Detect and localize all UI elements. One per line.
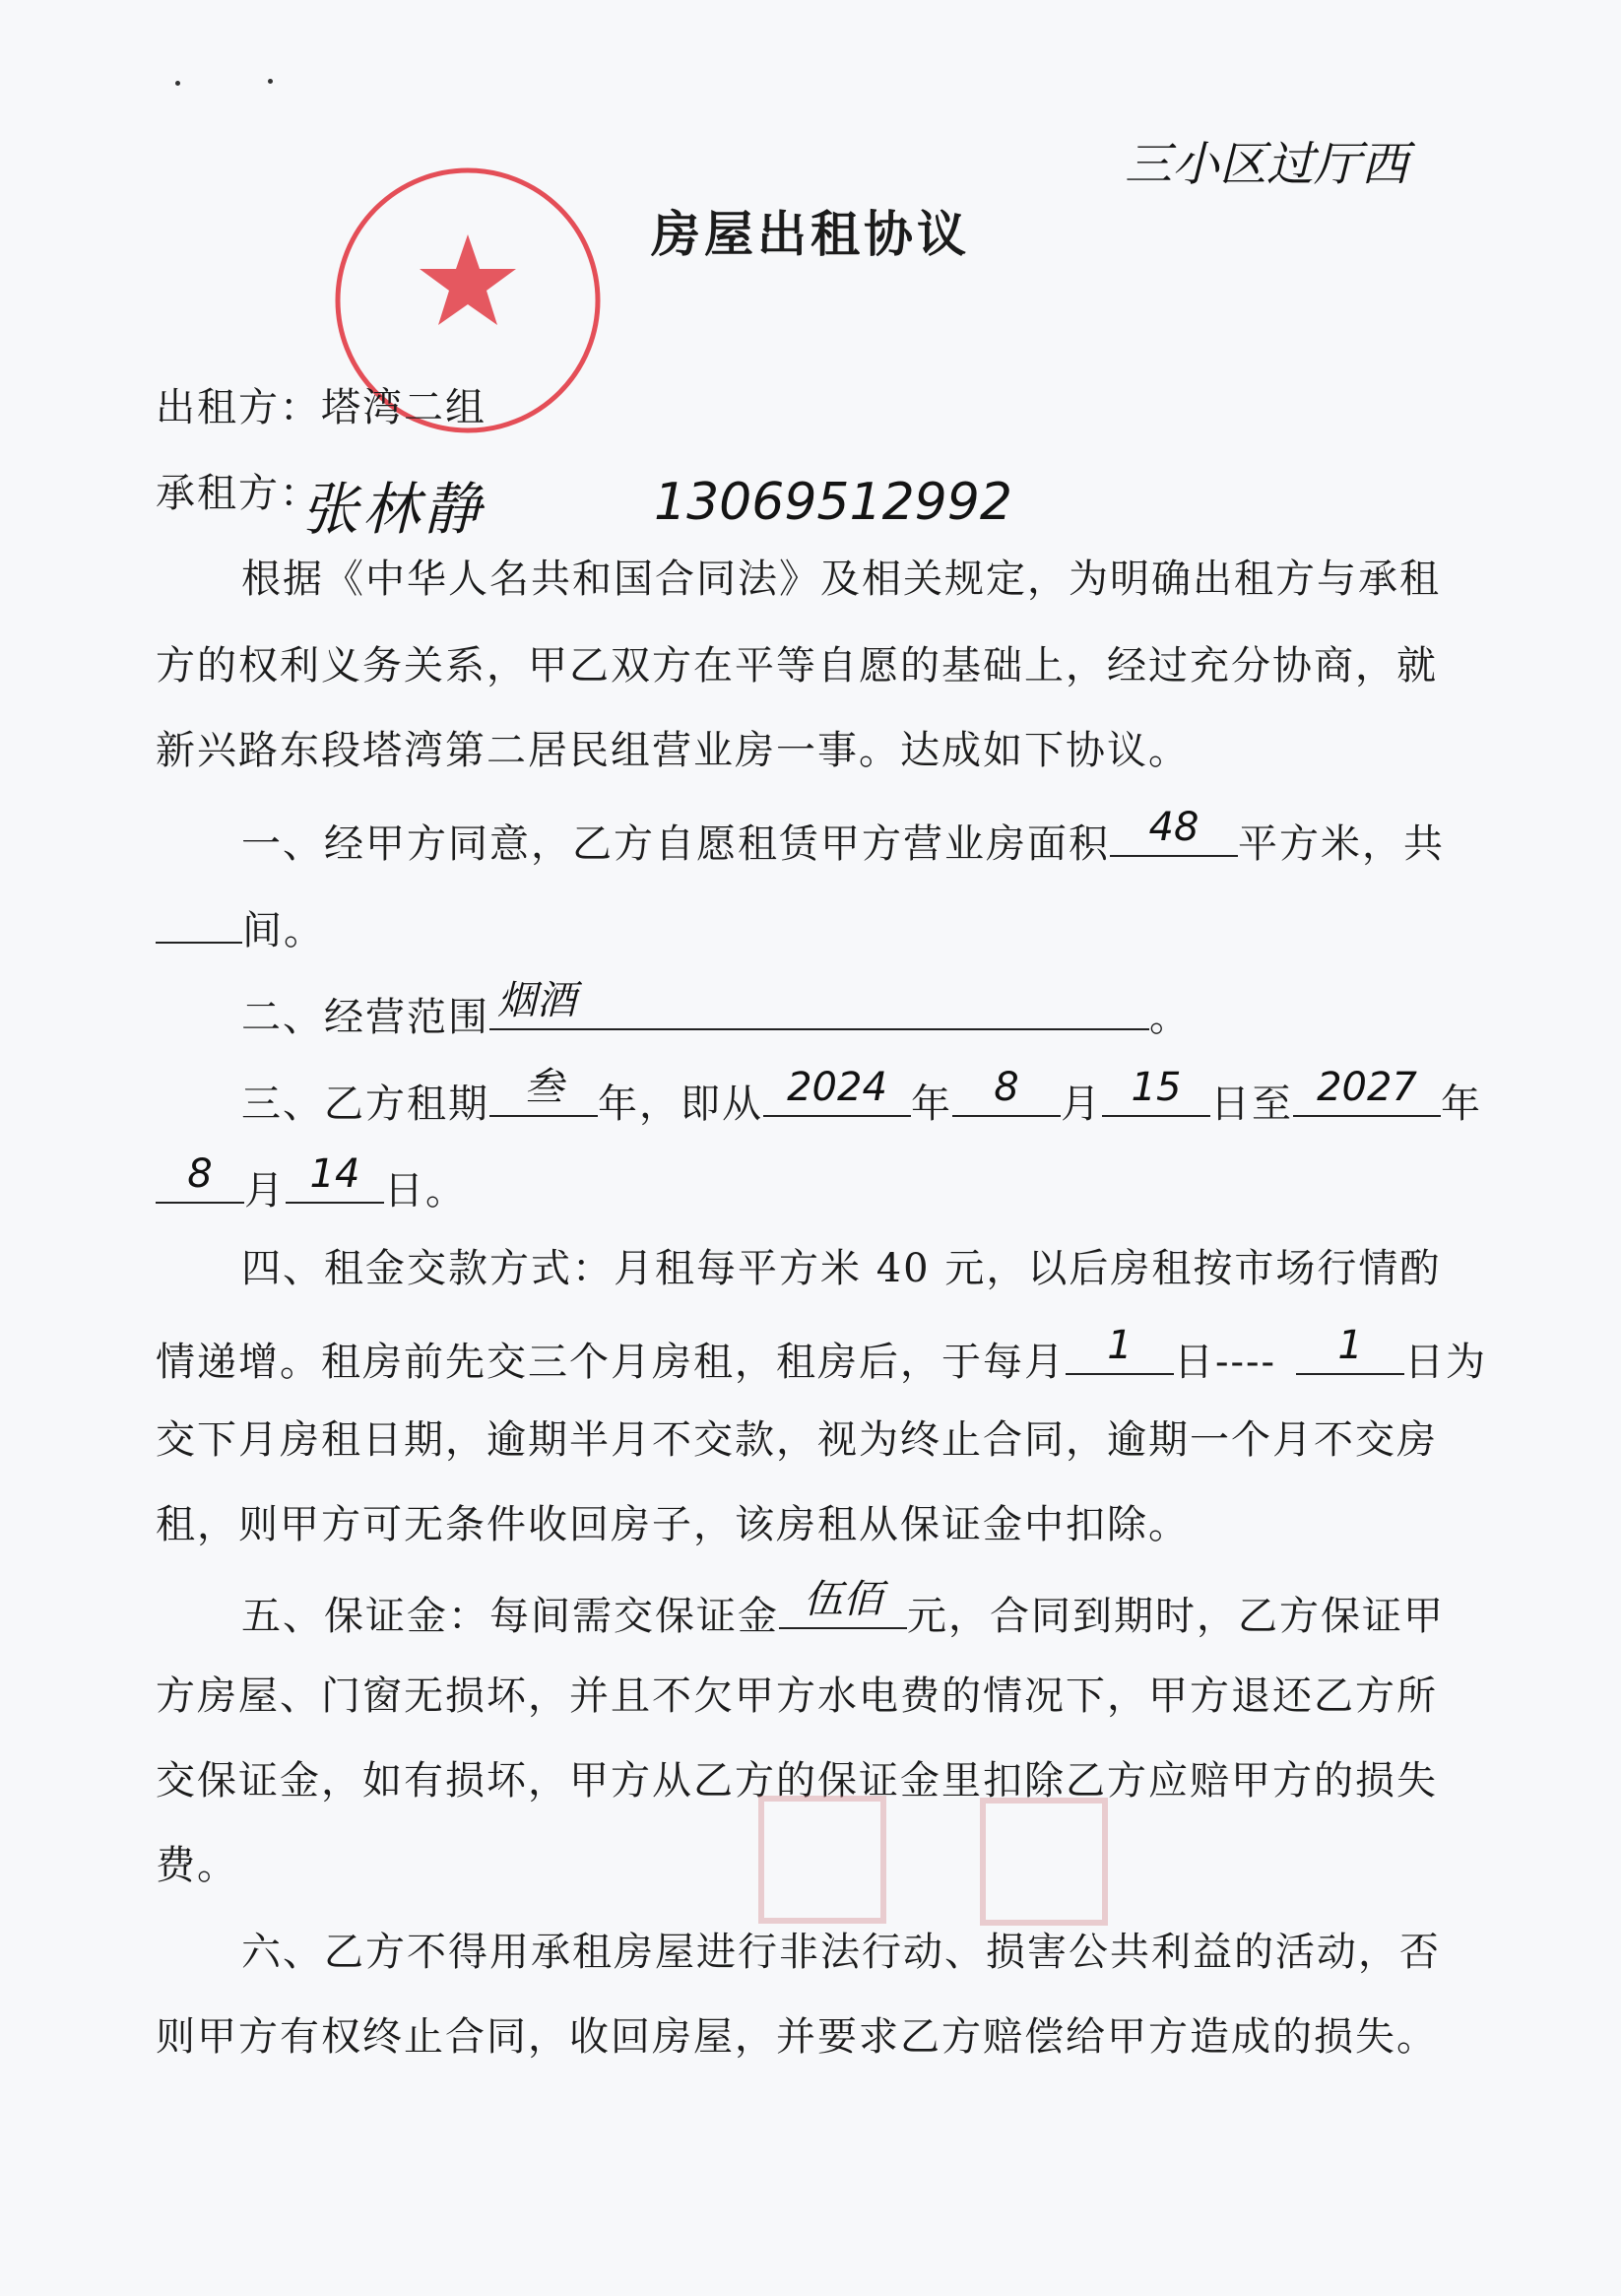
end-day-blank: 14	[286, 1158, 384, 1204]
clause-5-line-1: 五、保证金：每间需交保证金 伍佰 元，合同到期时，乙方保证甲	[241, 1584, 1445, 1642]
lessee-label: 承租方：	[156, 471, 321, 516]
pay-day-from-blank: 1	[1066, 1330, 1174, 1375]
end-year-blank: 2027	[1293, 1072, 1441, 1117]
lessor-value: 塔湾二组	[321, 385, 486, 430]
area-blank	[1110, 805, 1238, 857]
clause-4-line-3: 交下月房租日期，逾期半月不交款，视为终止合同，逾期一个月不交房	[156, 1417, 1438, 1463]
lessee-line	[156, 468, 321, 519]
clause-5-line-4: 费。	[156, 1843, 238, 1888]
end-month-blank: 8	[156, 1158, 244, 1204]
clause-4-line-1: 四、租金交款方式：月租每平方米 40 元，以后房租按市场行情酌	[241, 1246, 1442, 1291]
clause-3-line-1: 三、乙方租期 叁 年，即从 2024 年 8 月 15 日至 2027 年	[241, 1065, 1482, 1127]
area-value: 48	[1148, 805, 1200, 850]
document-title: 房屋出租协议	[651, 205, 970, 263]
rooms-blank	[156, 898, 242, 944]
start-year-blank: 2024	[763, 1072, 911, 1117]
clause-6-line-1: 六、乙方不得用承租房屋进行非法行动、损害公共利益的活动，否	[241, 1930, 1441, 1975]
clause-1-line-2: 间。	[156, 898, 325, 956]
clause-1-line-1: 一、经甲方同意，乙方自愿租赁甲方营业房面积 48 平方米，共	[241, 812, 1445, 870]
term-years-blank: 叁	[489, 1072, 598, 1117]
start-month-blank: 8	[952, 1072, 1061, 1117]
deposit-value: 伍佰	[804, 1577, 882, 1622]
lessee-signature: 张林静	[301, 476, 486, 543]
scan-speck	[268, 79, 273, 84]
lessee-phone: 13069512992	[654, 473, 1012, 532]
scope-value: 烟酒	[497, 978, 576, 1023]
intro-line-2: 方的权利义务关系，甲乙双方在平等自愿的基础上，经过充分协商，就	[156, 643, 1438, 689]
clause-4-line-4: 租，则甲方可无条件收回房子，该房租从保证金中扣除。	[156, 1502, 1190, 1547]
intro-line-3: 新兴路东段塔湾第二居民组营业房一事。达成如下协议。	[156, 728, 1190, 773]
lessor-label: 出租方：	[156, 385, 321, 430]
start-day-blank: 15	[1102, 1072, 1210, 1117]
clause-3-line-2: 8 月 14 日。	[156, 1158, 467, 1216]
scope-blank	[489, 978, 1149, 1030]
lessor-line	[156, 382, 486, 433]
clause-5-line-3: 交保证金，如有损坏，甲方从乙方的保证金里扣除乙方应赔甲方的损失	[156, 1758, 1438, 1804]
clause-2-line: 二、经营范围 烟酒 。	[241, 985, 1191, 1043]
faint-bleed-stamp	[975, 1793, 1113, 1931]
deposit-blank	[779, 1577, 907, 1629]
faint-bleed-stamp	[753, 1791, 891, 1929]
clause-6-line-2: 则甲方有权终止合同，收回房屋，并要求乙方赔偿给甲方造成的损失。	[156, 2014, 1438, 2060]
pay-day-to-blank: 1	[1296, 1330, 1404, 1375]
handwritten-location-note: 三小区过厅西	[1125, 137, 1409, 192]
clause-4-line-2: 情递增。租房前先交三个月房租，租房后，于每月 1 日---- 1 日为	[156, 1323, 1488, 1385]
scan-speck	[175, 81, 180, 86]
clause-5-line-2: 方房屋、门窗无损坏，并且不欠甲方水电费的情况下，甲方退还乙方所	[156, 1673, 1438, 1719]
intro-line-1: 根据《中华人名共和国合同法》及相关规定，为明确出租方与承租	[241, 557, 1441, 602]
